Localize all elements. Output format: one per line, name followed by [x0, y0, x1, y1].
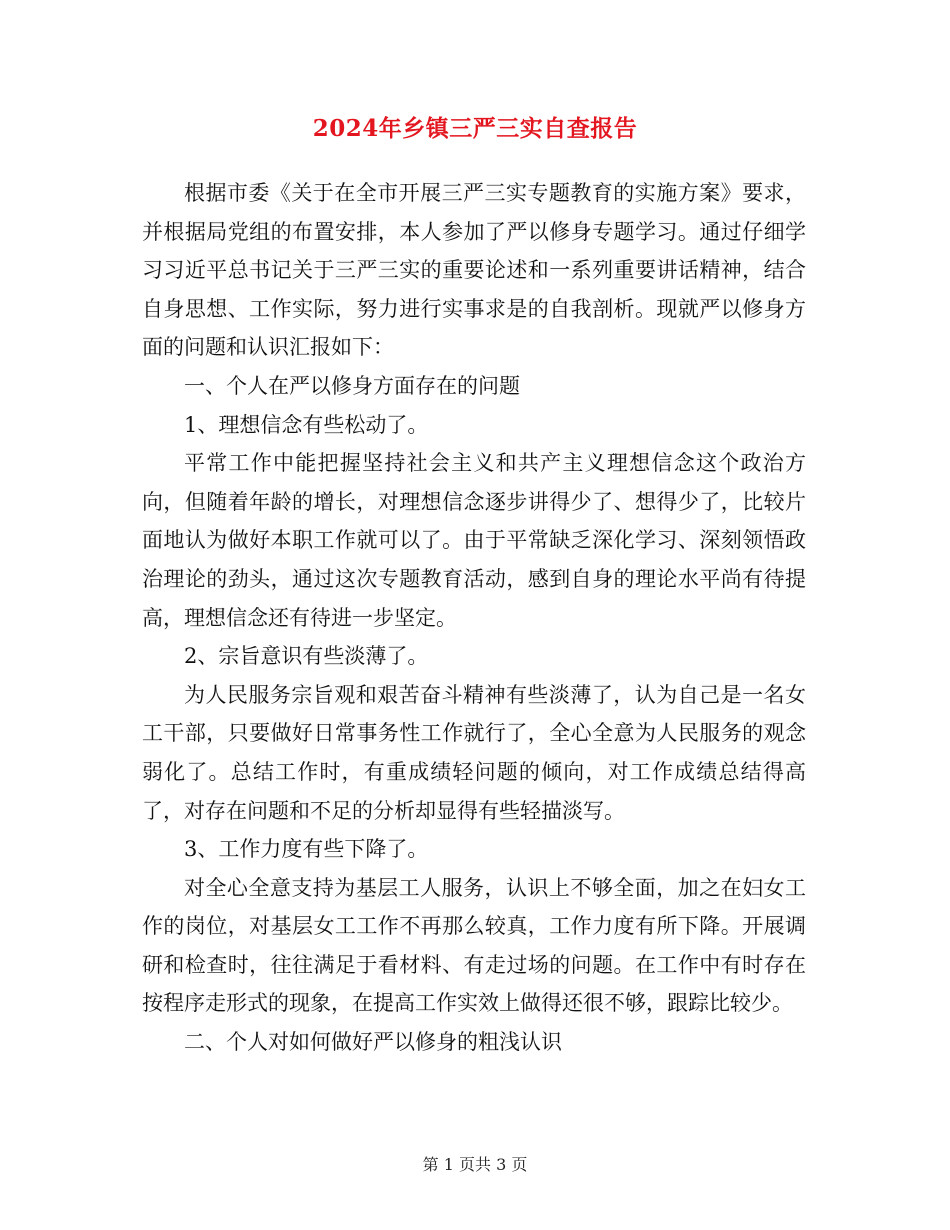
subheading-1: 1、理想信念有些松动了。	[184, 412, 429, 437]
subheading-2: 2、宗旨意识有些淡薄了。	[184, 644, 429, 669]
document-body	[142, 174, 806, 1062]
page-footer: 第 1 页共 3 页	[422, 1155, 528, 1174]
paragraph-2: 为人民服务宗旨观和艰苦奋斗精神有些淡薄了，认为自己是一名女工干部，只要做好日常事务性工作就行了，全心全意为人民服务的观念弱化了。总结工作时，有重成绩轻问题的倾向，对工作成绩总结得高了，对存在问题和不足的分析却显得有些轻描淡写。	[142, 682, 806, 823]
paragraph-1: 平常工作中能把握坚持社会主义和共产主义理想信念这个政治方向，但随着年龄的增长，对理想信念逐步讲得少了、想得少了，比较片面地认为做好本职工作就可以了。由于平常缺乏深化学习、深刻领悟政治理论的劲头，通过这次专题教育活动，感到自身的理论水平尚有待提高，理想信念还有待进一步坚定。	[142, 451, 806, 630]
paragraph-3: 对全心全意支持为基层工人服务，认识上不够全面，加之在妇女工作的岗位，对基层女工工作不再那么较真，工作力度有所下降。开展调研和检查时，往往满足于看材料、有走过场的问题。在工作中有时存在按程序走形式的现象，在提高工作实效上做得还很不够，跟踪比较少。	[142, 875, 806, 1016]
section-heading-1: 一、个人在严以修身方面存在的问题	[184, 373, 520, 398]
subheading-3: 3、工作力度有些下降了。	[184, 837, 429, 862]
document-title: 2024年乡镇三严三实自查报告	[312, 115, 638, 142]
section-heading-2: 二、个人对如何做好严以修身的粗浅认识	[184, 1030, 562, 1055]
paragraph-intro: 根据市委《关于在全市开展三严三实专题教育的实施方案》要求，并根据局党组的布置安排，本人参加了严以修身专题学习。通过仔细学习习近平总书记关于三严三实的重要论述和一系列重要讲话精神，结合自身思想、工作实际，努力进行实事求是的自我剖析。现就严以修身方面的问题和认识汇报如下：	[142, 181, 806, 360]
